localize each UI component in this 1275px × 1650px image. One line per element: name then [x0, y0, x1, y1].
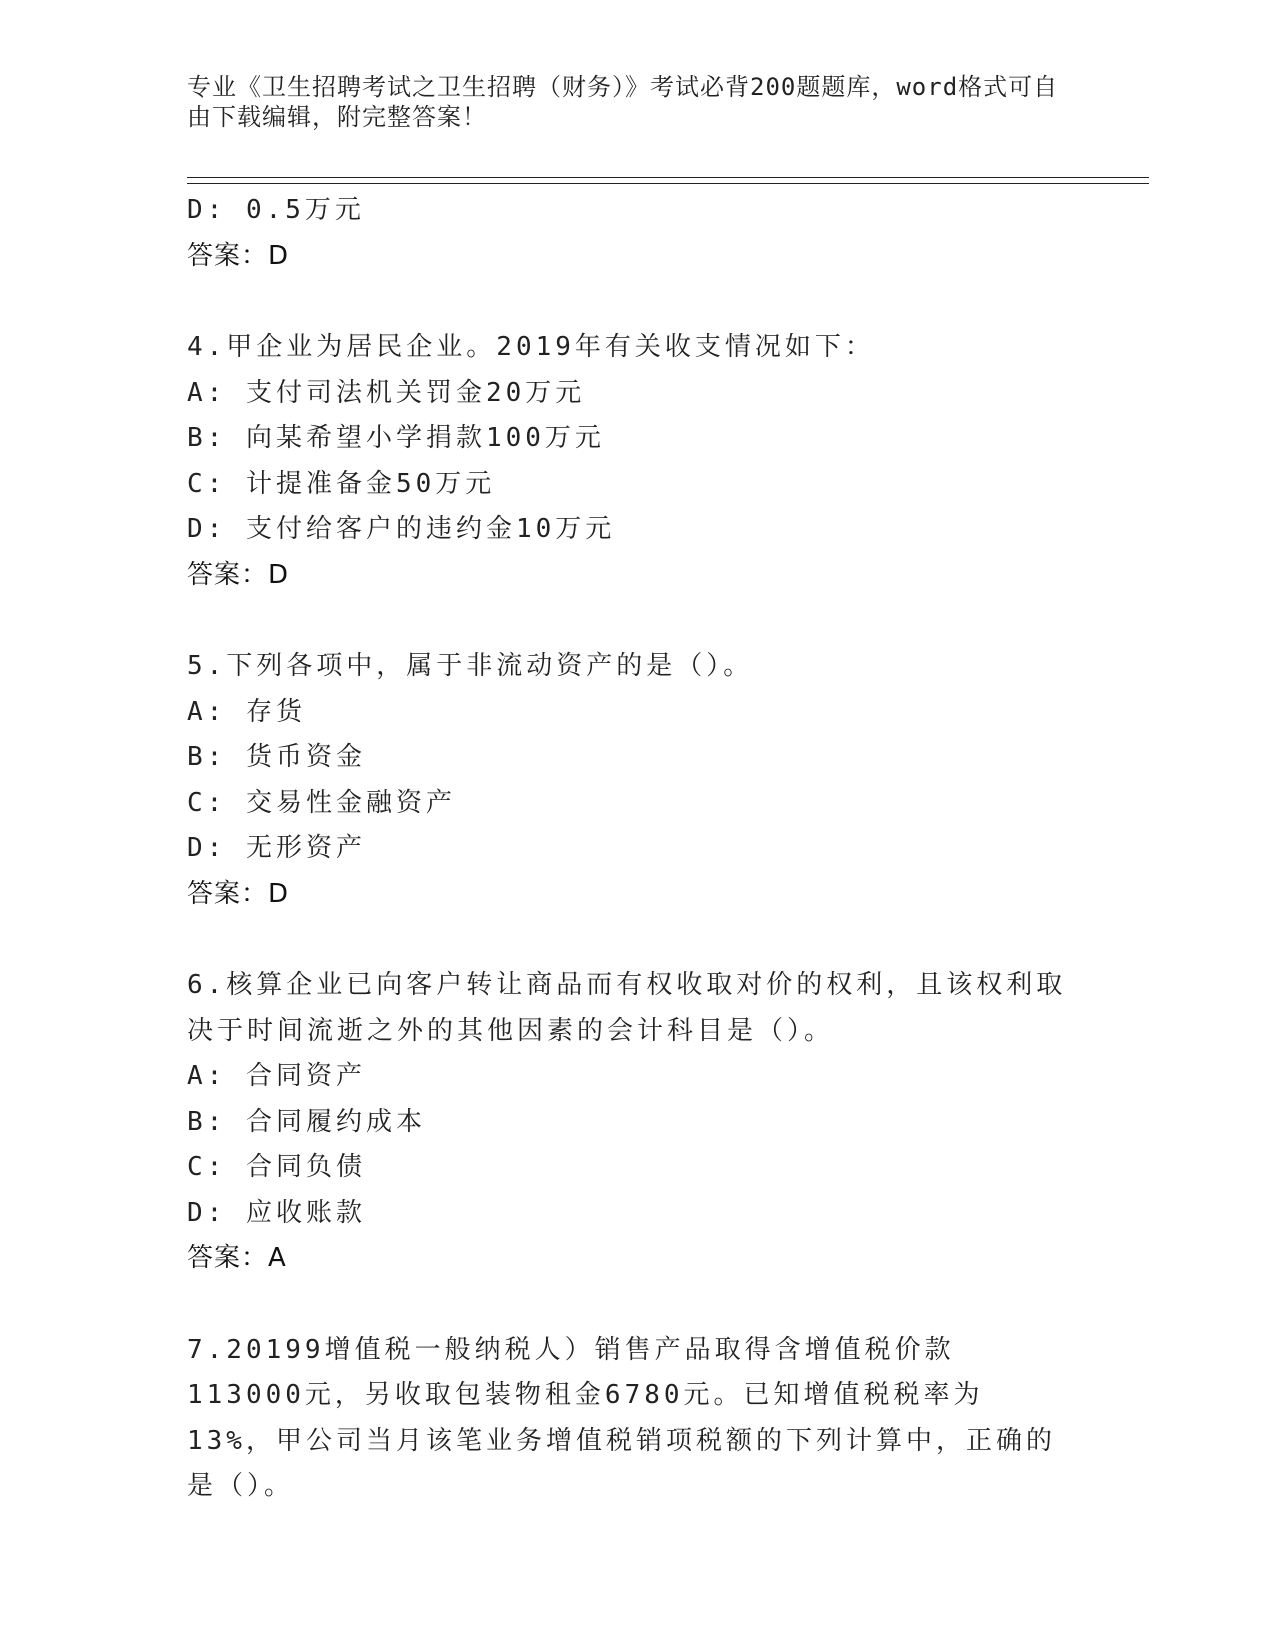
option-a: A: 支付司法机关罚金20万元	[187, 377, 586, 408]
answer-label: 答案：A	[187, 1243, 287, 1273]
option-c: C: 合同负债	[187, 1152, 366, 1182]
option-a: A: 存货	[187, 696, 306, 727]
option-b: B: 合同履约成本	[187, 1106, 426, 1137]
question-block-5	[187, 644, 1087, 917]
header-rule-top	[187, 177, 1149, 178]
question-list	[187, 188, 1087, 1510]
option-d: D: 0.5万元	[187, 195, 365, 225]
question-block-3	[187, 188, 1087, 279]
option-c: C: 计提准备金50万元	[187, 468, 496, 499]
question-block-7	[187, 1328, 1087, 1510]
option-d: D: 应收账款	[187, 1197, 366, 1228]
option-d: D: 无形资产	[187, 833, 366, 863]
question-block-4	[187, 325, 1087, 598]
answer-label: 答案：D	[187, 240, 290, 271]
answer-label: 答案：D	[187, 559, 290, 590]
option-a: A: 合同资产	[187, 1061, 366, 1091]
question-block-6	[187, 963, 1087, 1282]
header-rule-bottom	[187, 183, 1149, 184]
document-header: 专业《卫生招聘考试之卫生招聘（财务）》考试必背200题题库，word格式可自由下载编辑，附完整答案！	[187, 73, 1059, 131]
option-b: B: 货币资金	[187, 742, 366, 772]
question-text: 4.甲企业为居民企业。2019年有关收支情况如下：	[187, 332, 875, 362]
question-text: 6.核算企业已向客户转让商品而有权收取对价的权利，且该权利取决于时间流逝之外的其他因素的会计科目是（）。	[187, 970, 1067, 1046]
answer-label: 答案：D	[187, 878, 290, 909]
question-text: 7.20199增值税一般纳税人）销售产品取得含增值税价款113000元，另收取包装物租金6780元。已知增值税税率为13%，甲公司当月该笔业务增值税销项税额的下列计算中，正确的是（）。	[187, 1334, 1056, 1501]
option-d: D: 支付给客户的违约金10万元	[187, 514, 616, 544]
option-c: C: 交易性金融资产	[187, 787, 456, 818]
option-b: B: 向某希望小学捐款100万元	[187, 423, 605, 453]
question-text: 5.下列各项中，属于非流动资产的是（）。	[187, 651, 754, 681]
